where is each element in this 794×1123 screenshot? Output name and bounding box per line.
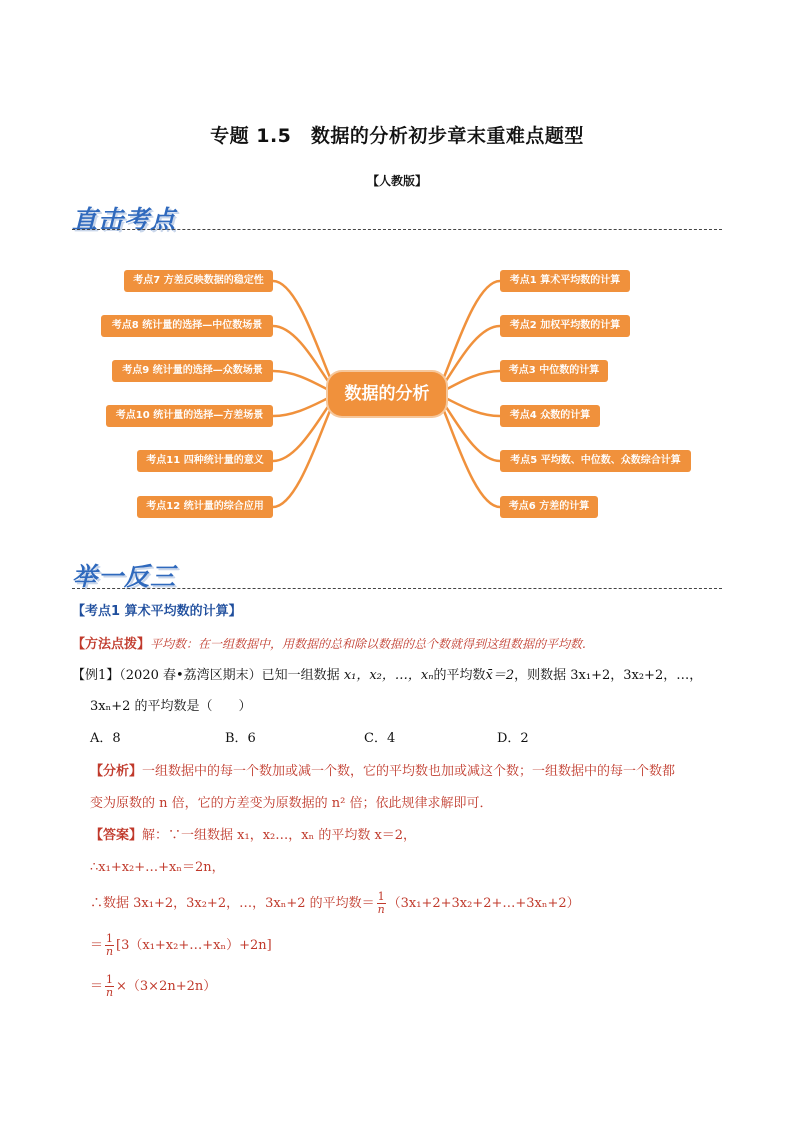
section-divider — [72, 588, 722, 589]
answer-text-3a: ∴数据 3x₁+2，3x₂+2，…，3xₙ+2 的平均数＝ — [90, 896, 375, 911]
mindmap-node-kaodian7: 考点7 方差反映数据的稳定性 — [124, 270, 273, 292]
mindmap-node-kaodian11: 考点11 四种统计量的意义 — [137, 450, 273, 472]
mindmap-node-kaodian3: 考点3 中位数的计算 — [500, 360, 608, 382]
method-text: 平均数：在一组数据中，用数据的总和除以数据的总个数就得到这组数据的平均数. — [150, 637, 586, 651]
answer-line-2: ∴x₁+x₂+…+xₙ＝2n， — [90, 860, 225, 875]
answer-line-4: ＝ $\frac{1}{n}$ [3（x₁+x₂+…+xₙ）+2n] — [90, 932, 272, 958]
document-title: 专题 1.5 数据的分析初步章末重难点题型 — [210, 125, 584, 147]
analysis-line-2: 变为原数的 n 倍，它的方差变为原数据的 n² 倍；依此规律求解即可． — [90, 796, 493, 811]
mindmap-node-kaodian6: 考点6 方差的计算 — [500, 496, 598, 518]
example-line-2: 3xₙ+2 的平均数是（ ） — [90, 699, 252, 714]
option-b: B．6 — [225, 731, 256, 746]
analysis-tag: 【分析】 — [90, 764, 143, 779]
connector-right-5 — [434, 394, 500, 507]
answer-text-5: ×（3×2n+2n） — [116, 979, 217, 994]
mindmap-center-node: 数据的分析 — [328, 372, 446, 416]
connector-left-5 — [273, 394, 340, 507]
mindmap-node-kaodian4: 考点4 众数的计算 — [500, 405, 600, 427]
section-heading-juyi: 举一反三 — [72, 562, 177, 591]
method-tip — [72, 634, 586, 655]
example-vars: x₁，x₂，…，xₙ — [343, 668, 434, 683]
example-line-1 — [72, 666, 702, 686]
option-d: D．2 — [497, 731, 529, 746]
answer-text-3b: （3x₁+2+3x₂+2+…+3xₙ+2） — [387, 896, 580, 911]
analysis-line-1 — [90, 762, 675, 782]
mindmap-node-kaodian5: 考点5 平均数、中位数、众数综合计算 — [500, 450, 691, 472]
mindmap-node-kaodian8: 考点8 统计量的选择—中位数场景 — [101, 315, 273, 337]
mindmap-node-kaodian2: 考点2 加权平均数的计算 — [500, 315, 630, 337]
answer-line-5: ＝ $\frac{1}{n}$ ×（3×2n+2n） — [90, 973, 217, 999]
answer-line-3 — [90, 891, 580, 916]
document-subtitle: 【人教版】 — [366, 174, 427, 188]
example-mean: x̄＝2 — [485, 668, 515, 683]
example-mid2: ，则数据 3x₁+2，3x₂+2，…， — [514, 668, 703, 683]
answer-text-4: [3（x₁+x₂+…+xₙ）+2n] — [116, 938, 272, 953]
fraction: $\frac{1}{n}$ — [377, 890, 385, 916]
analysis-text-1: 一组数据中的每一个数加或减一个数，它的平均数也加或减这个数；一组数据中的每一个数都 — [142, 764, 676, 779]
mindmap-node-kaodian10: 考点10 统计量的选择—方差场景 — [106, 405, 273, 427]
method-tag: 【方法点拨】 — [72, 637, 151, 652]
answer-text-1: 解：∵一组数据 x₁，x₂…，xₙ 的平均数 x＝2， — [142, 828, 417, 843]
mindmap-node-kaodian12: 考点12 统计量的综合应用 — [137, 496, 273, 518]
option-a: A．8 — [90, 731, 121, 746]
fraction: $\frac{1}{n}$ — [105, 932, 114, 958]
example-source: （2020 春•荔湾区期末）已知一组数据 — [119, 668, 340, 683]
connector-right-0 — [434, 281, 500, 394]
example-mid1: 的平均数 — [433, 668, 486, 683]
section-heading-zhiji: 直击考点 — [72, 205, 177, 234]
fraction: $\frac{1}{n}$ — [105, 973, 114, 999]
answer-line-1 — [90, 826, 416, 846]
option-c: C．4 — [364, 731, 396, 746]
example-tag: 【例1】 — [72, 668, 120, 683]
mindmap-node-kaodian9: 考点9 统计量的选择—众数场景 — [112, 360, 273, 382]
topic-heading: 【考点1 算术平均数的计算】 — [72, 604, 242, 619]
mindmap-node-kaodian1: 考点1 算术平均数的计算 — [500, 270, 630, 292]
answer-tag: 【答案】 — [90, 828, 143, 843]
mindmap-connectors — [0, 0, 794, 560]
